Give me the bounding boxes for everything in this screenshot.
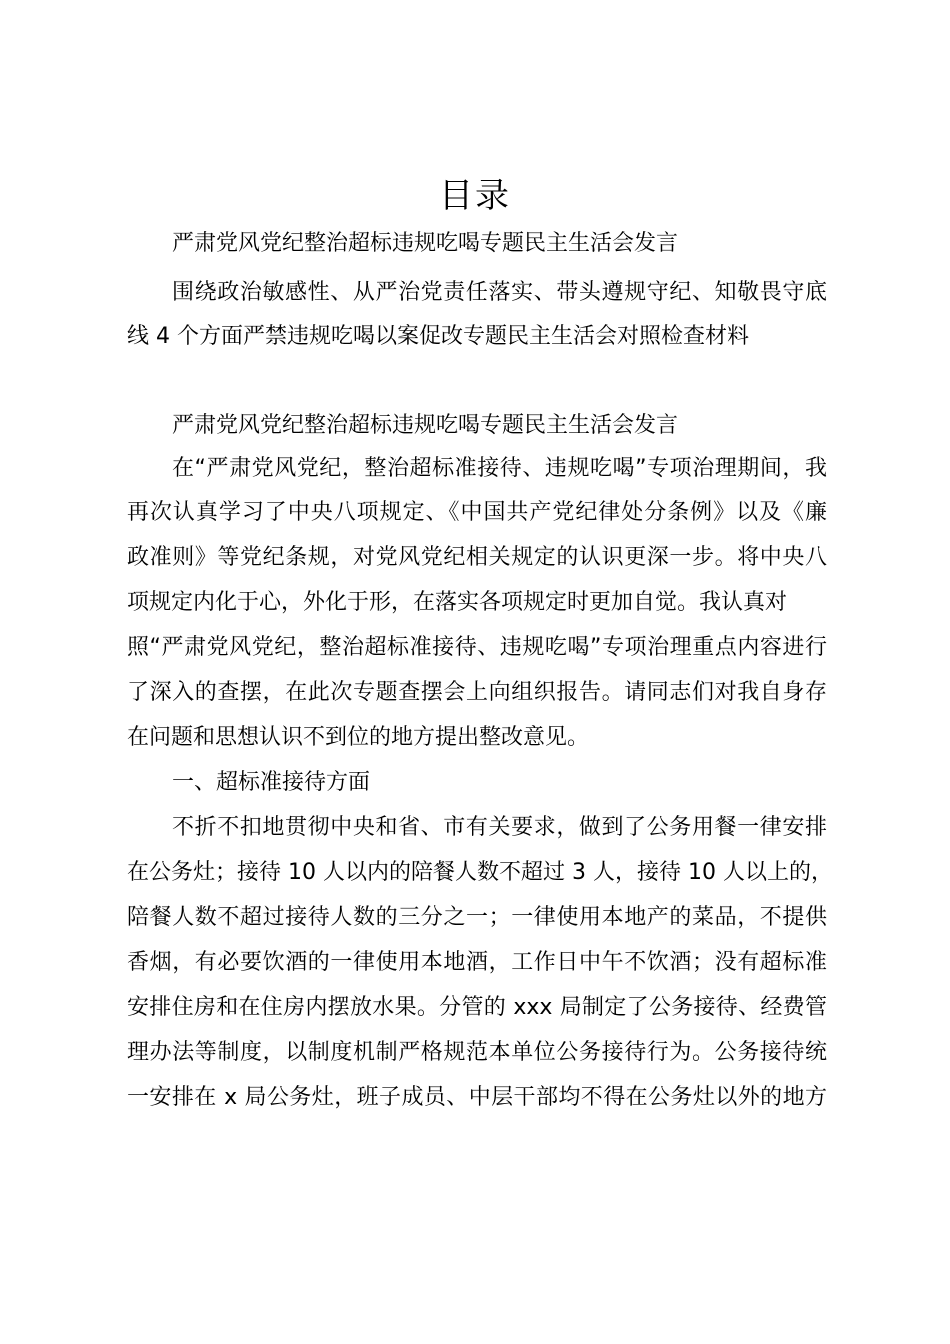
paragraph-line: 在公务灶；接待 10 人以内的陪餐人数不超过 3 人，接待 10 人以上的， [127, 860, 833, 885]
paragraph-line: 了深入的查摆，在此次专题查摆会上向组织报告。请同志们对我自身存 [127, 680, 827, 705]
toc-line: 围绕政治敏感性、从严治党责任落实、带头遵规守纪、知敬畏守底 [172, 280, 827, 305]
paragraph-line: 在“严肃党风党纪，整治超标准接待、违规吃喝”专项治理期间，我 [172, 456, 827, 481]
subsection-heading: 一、超标准接待方面 [172, 770, 371, 795]
paragraph-line: 照“严肃党风党纪，整治超标准接待、违规吃喝”专项治理重点内容进行 [127, 635, 827, 660]
paragraph-line: 政准则》等党纪条规，对党风党纪相关规定的认识更深一步。将中央八 [127, 545, 827, 570]
paragraph-line: 理办法等制度，以制度机制严格规范本单位公务接待行为。公务接待统 [127, 1040, 827, 1065]
paragraph-line: 项规定内化于心，外化于形，在落实各项规定时更加自觉。我认真对 [127, 590, 788, 615]
toc-title: 目录 [439, 176, 511, 216]
toc-line: 线 4 个方面严禁违规吃喝以案促改专题民主生活会对照检查材料 [127, 324, 749, 349]
paragraph-line: 再次认真学习了中央八项规定、《中国共产党纪律处分条例》以及《廉 [127, 500, 827, 525]
paragraph-line: 陪餐人数不超过接待人数的三分之一；一律使用本地产的菜品，不提供 [127, 905, 827, 930]
paragraph-line: 不折不扣地贯彻中央和省、市有关要求，做到了公务用餐一律安排 [172, 815, 827, 840]
section-heading: 严肃党风党纪整治超标违规吃喝专题民主生活会发言 [172, 413, 679, 438]
paragraph-line: 香烟，有必要饮酒的一律使用本地酒，工作日中午不饮酒；没有超标准 [127, 950, 827, 975]
paragraph-line: 安排住房和在住房内摆放水果。分管的 xxx 局制定了公务接待、经费管 [127, 995, 827, 1020]
paragraph-line: 一安排在 x 局公务灶，班子成员、中层干部均不得在公务灶以外的地方 [127, 1085, 827, 1110]
paragraph-line: 在问题和思想认识不到位的地方提出整改意见。 [127, 725, 590, 750]
toc-line: 严肃党风党纪整治超标违规吃喝专题民主生活会发言 [172, 231, 679, 256]
